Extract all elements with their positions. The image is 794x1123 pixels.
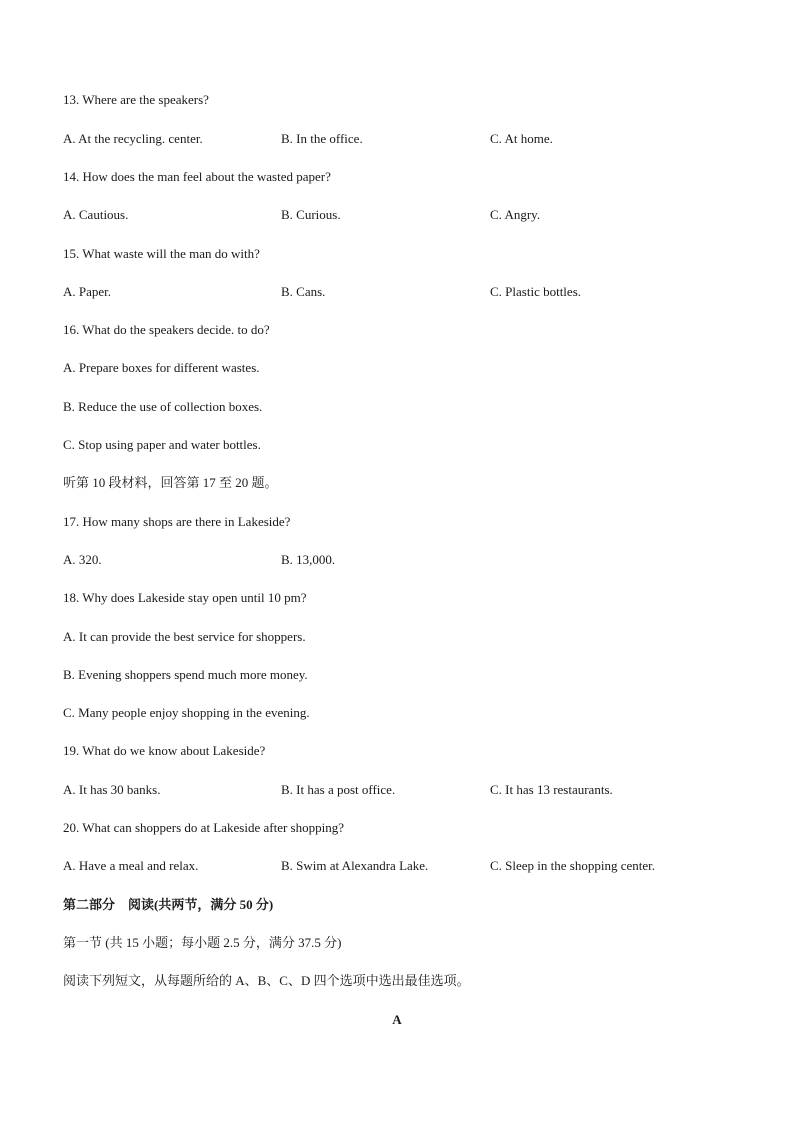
reading-instruction: 阅读下列短文，从每题所给的 A、B、C、D 四个选项中选出最佳选项。 <box>63 973 470 988</box>
question-15: 15. What waste will the man do with? <box>63 246 260 261</box>
option-17-b: B. 13,000. <box>281 552 336 567</box>
option-20-a: A. Have a meal and relax. <box>63 858 199 873</box>
option-14-b: B. Curious. <box>281 207 341 222</box>
option-15-c: C. Plastic bottles. <box>490 284 581 299</box>
question-17: 17. How many shops are there in Lakeside? <box>63 514 291 529</box>
question-16: 16. What do the speakers decide. to do? <box>63 322 270 337</box>
option-19-c: C. It has 13 restaurants. <box>490 782 613 797</box>
question-19: 19. What do we know about Lakeside? <box>63 743 266 758</box>
option-16-b: B. Reduce the use of collection boxes. <box>63 399 263 414</box>
section-instruction: 听第 10 段材料，回答第 17 至 20 题。 <box>63 475 278 490</box>
option-18-a: A. It can provide the best service for shoppers. <box>63 629 306 644</box>
option-13-a: A. At the recycling. center. <box>63 131 203 146</box>
option-18-c: C. Many people enjoy shopping in the evening. <box>63 705 310 720</box>
option-13-b: B. In the office. <box>281 131 363 146</box>
option-19-a: A. It has 30 banks. <box>63 782 161 797</box>
option-15-a: A. Paper. <box>63 284 112 299</box>
option-18-b: B. Evening shoppers spend much more money. <box>63 667 308 682</box>
option-16-c: C. Stop using paper and water bottles. <box>63 437 261 452</box>
option-14-a: A. Cautious. <box>63 207 129 222</box>
passage-label: A <box>392 1012 402 1027</box>
option-14-c: C. Angry. <box>490 207 541 222</box>
option-20-b: B. Swim at Alexandra Lake. <box>281 858 429 873</box>
question-20: 20. What can shoppers do at Lakeside after shopping? <box>63 820 344 835</box>
section-one-heading: 第一节 (共 15 小题；每小题 2.5 分，满分 37.5 分) <box>63 935 342 950</box>
option-20-c: C. Sleep in the shopping center. <box>490 858 656 873</box>
option-16-a: A. Prepare boxes for different wastes. <box>63 360 260 375</box>
option-17-a: A. 320. <box>63 552 102 567</box>
question-13: 13. Where are the speakers? <box>63 92 209 107</box>
part-two-heading: 第二部分 阅读(共两节，满分 50 分) <box>63 897 274 912</box>
option-19-b: B. It has a post office. <box>281 782 396 797</box>
option-13-c: C. At home. <box>490 131 553 146</box>
question-14: 14. How does the man feel about the wasted paper? <box>63 169 331 184</box>
option-15-b: B. Cans. <box>281 284 326 299</box>
question-18: 18. Why does Lakeside stay open until 10 pm? <box>63 590 307 605</box>
